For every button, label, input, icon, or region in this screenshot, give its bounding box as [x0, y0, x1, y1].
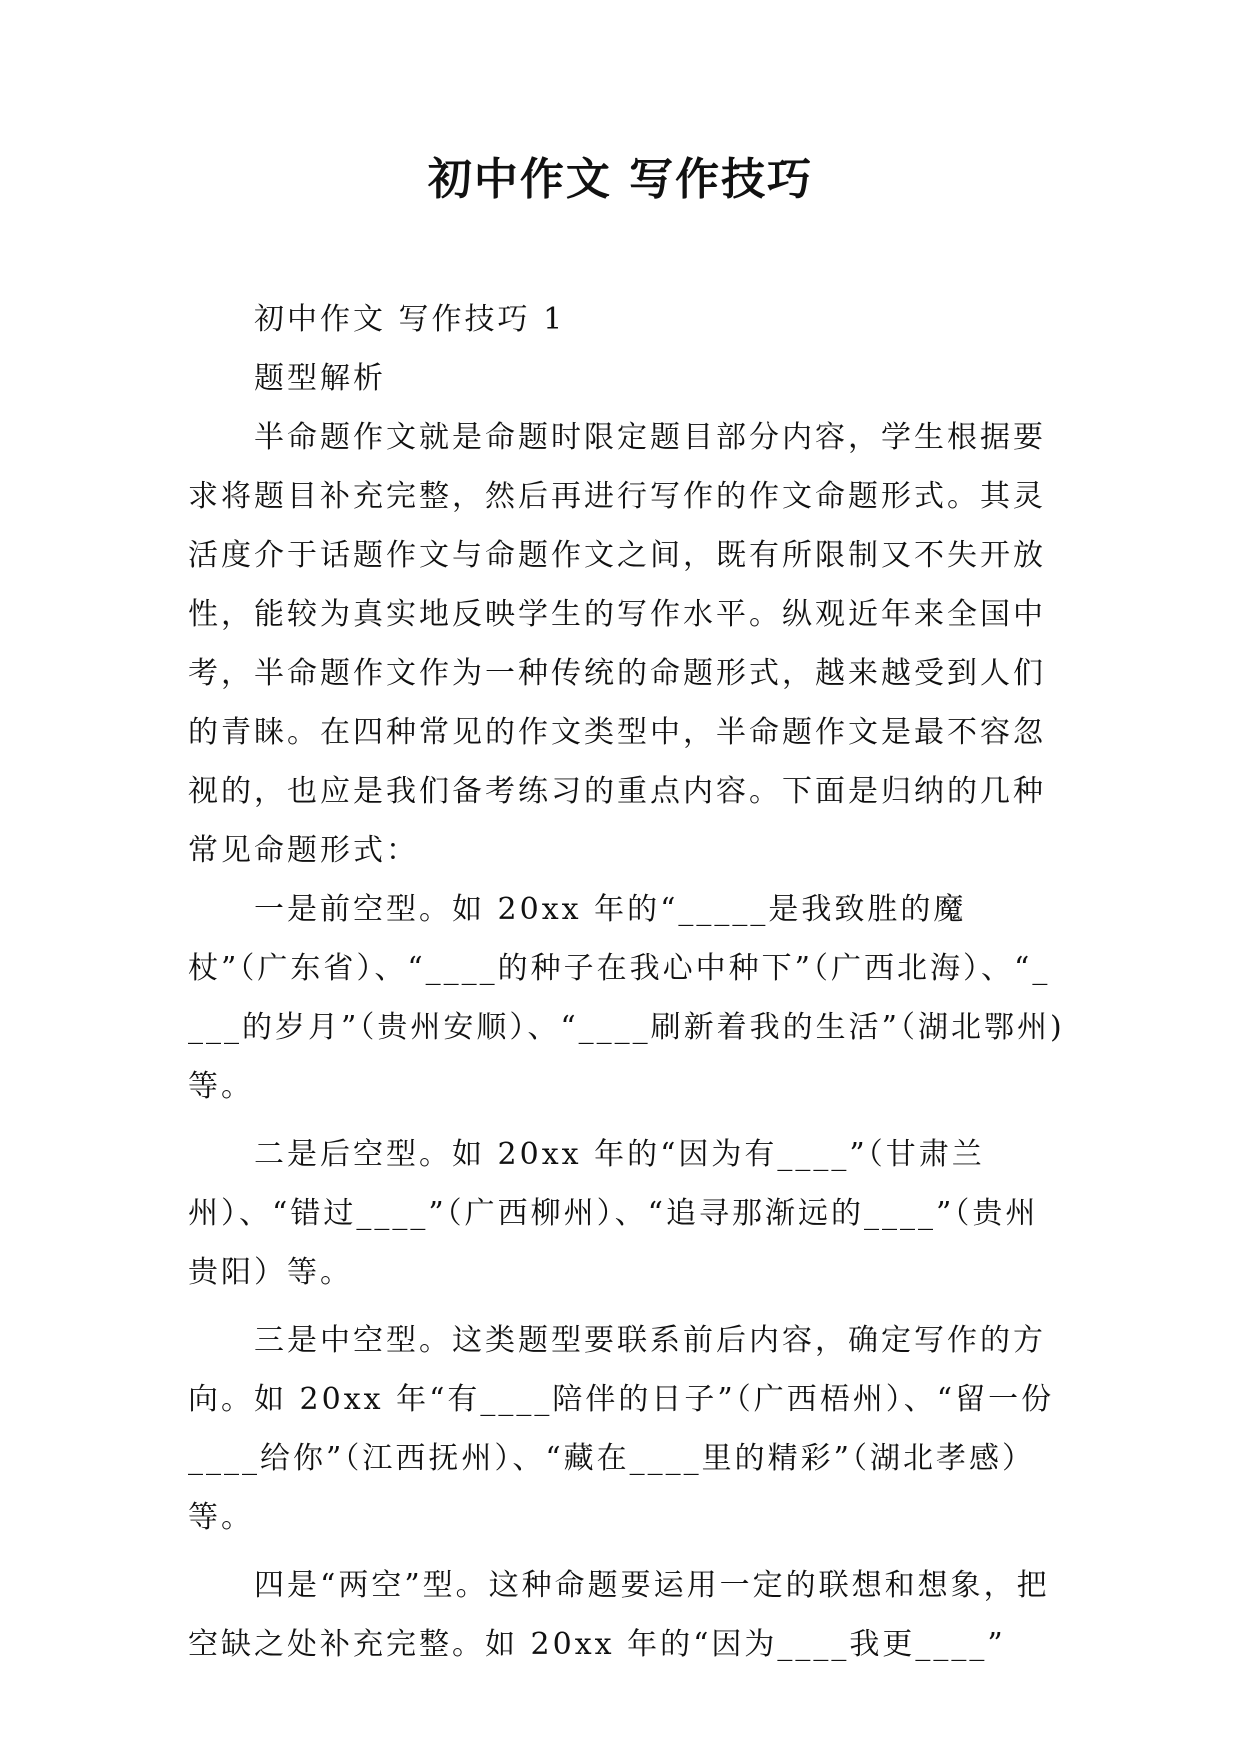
document-body	[188, 290, 1068, 1674]
essay-heading: 初中作文 写作技巧 1	[254, 302, 566, 337]
paragraph-intro: 半命题作文就是命题时限定题目部分内容，学生根据要求将题目补充完整，然后再进行写作的作文命题形式。其灵活度介于话题作文与命题作文之间，既有所限制又不失开放性，能较为真实地反映学生的写作水平。纵观近年来全国中考，半命题作文作为一种传统的命题形式，越来越受到人们的青睐。在四种常见的作文类型中，半命题作文是最不容忽视的，也应是我们备考练习的重点内容。下面是归纳的几种常见命题形式：	[188, 420, 1046, 868]
document-title: 初中作文 写作技巧	[427, 154, 814, 205]
paragraph-type-3: 三是中空型。这类题型要联系前后内容，确定写作的方向。如 20xx 年“有____陪伴的日子”（广西梧州）、“留一份____给你”（江西抚州）、“藏在____里的精彩”（湖北孝感）等。	[188, 1323, 1055, 1535]
paragraph-type-4: 四是“两空”型。这种命题要运用一定的联想和想象，把空缺之处补充完整。如 20xx 年的“因为____我更____”	[188, 1568, 1050, 1662]
section-heading: 题型解析	[254, 361, 386, 396]
paragraph-type-1: 一是前空型。如 20xx 年的“_____是我致胜的魔杖”（广东省）、“____的种子在我心中种下”（广西北海）、“____的岁月”（贵州安顺）、“____刷新着我的生活”（湖北鄂州)等。	[188, 892, 1065, 1104]
paragraph-type-2: 二是后空型。如 20xx 年的“因为有____”（甘肃兰州）、“错过____”（广西柳州）、“追寻那渐远的____”（贵州贵阳）等。	[188, 1137, 1039, 1290]
